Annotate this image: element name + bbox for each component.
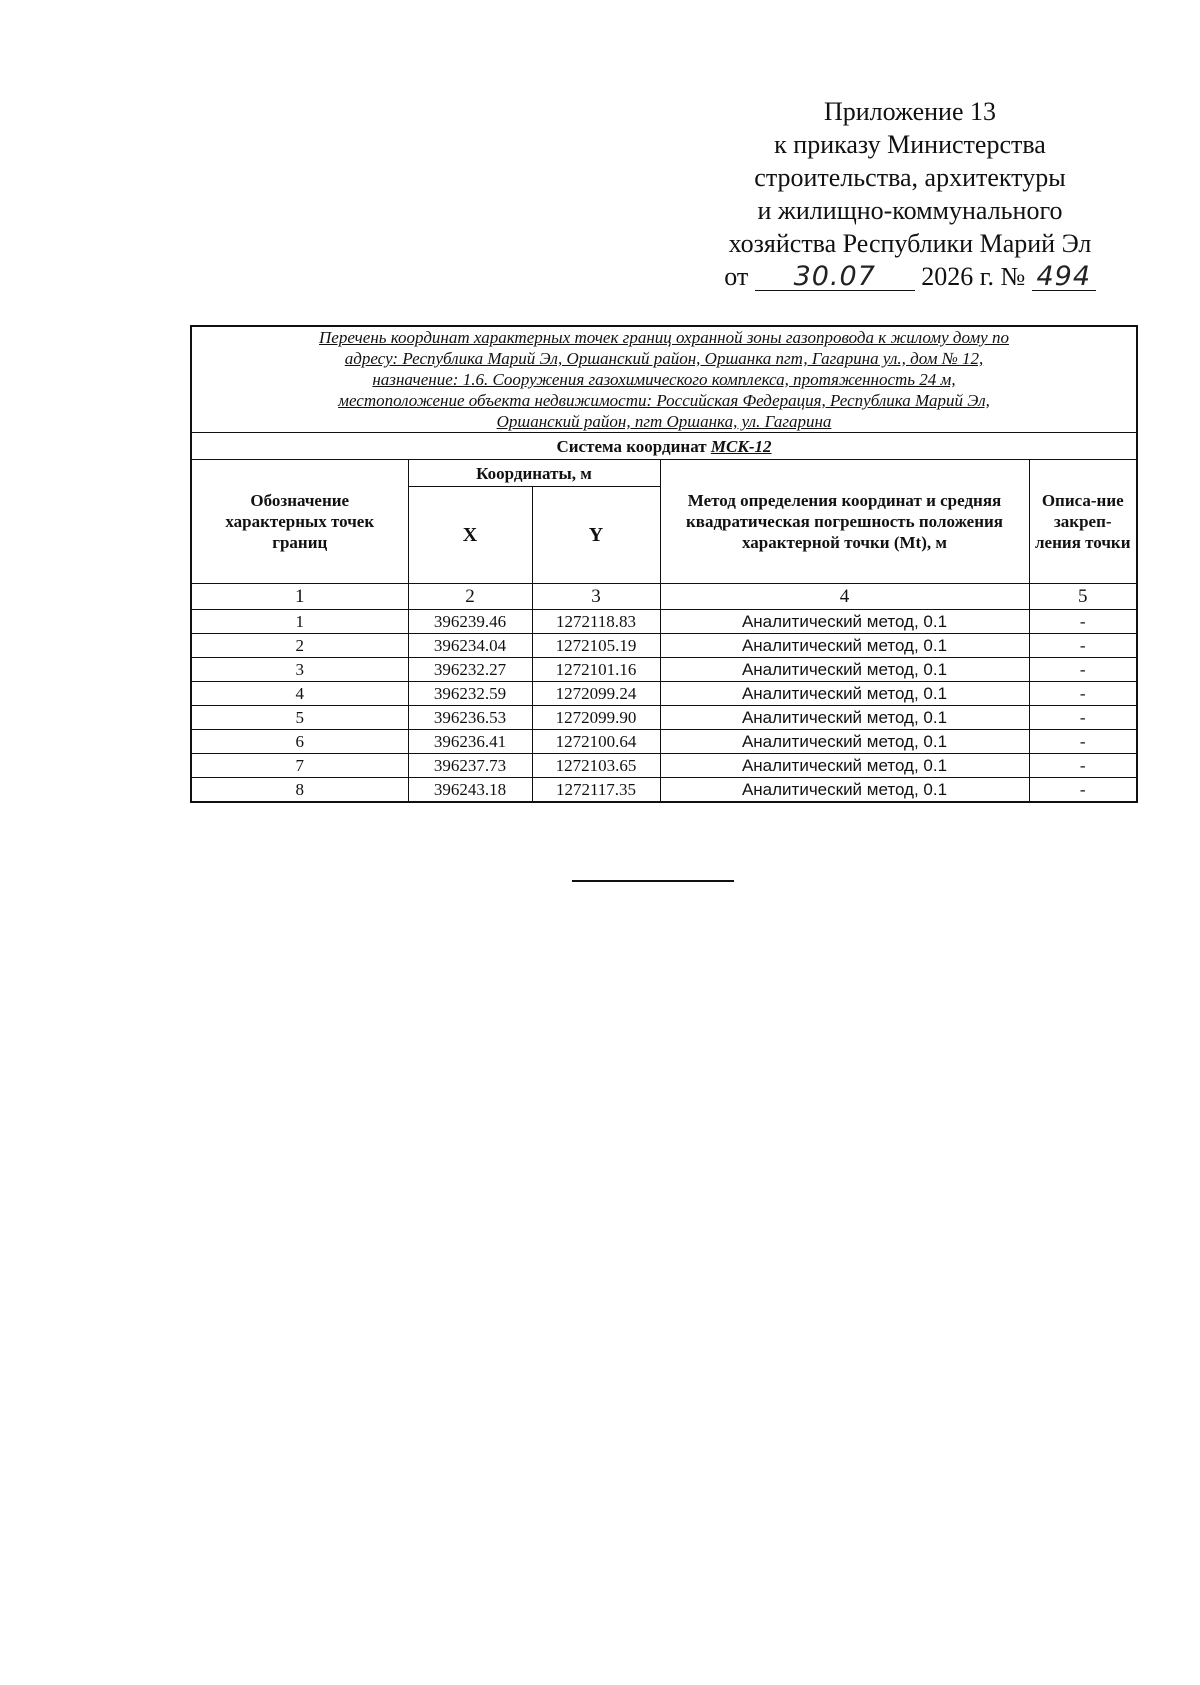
header-designation: Обозначение характерных точек границ: [191, 460, 408, 584]
column-numbers-row: [191, 584, 1137, 610]
caption-line: Перечень координат характерных точек границ охранной зоны газопровода к жилому дому по: [319, 328, 1009, 347]
coord-x: 396243.18: [408, 778, 532, 803]
table-row: [191, 730, 1137, 754]
method-value: Аналитический метод, 0.1: [660, 658, 1029, 682]
coord-y: 1272099.90: [532, 706, 660, 730]
point-id: 7: [191, 754, 408, 778]
handwritten-order-number: 494: [1032, 264, 1096, 291]
coord-y: 1272099.24: [532, 682, 660, 706]
appendix-title: Приложение 13: [823, 97, 997, 126]
point-id: 1: [191, 610, 408, 634]
method-value: Аналитический метод, 0.1: [660, 754, 1029, 778]
coord-y: 1272117.35: [532, 778, 660, 803]
coordinate-system-row: [191, 433, 1137, 460]
table-row: [191, 658, 1137, 682]
header-description: Описа-ние закреп-ления точки: [1029, 460, 1137, 584]
table-caption: [191, 326, 1137, 433]
coordinate-system-label: Система координат: [556, 436, 707, 456]
coordinate-system-value: МСК-12: [710, 436, 772, 456]
date-prefix: от: [724, 262, 749, 291]
description-value: -: [1029, 730, 1137, 754]
description-value: -: [1029, 634, 1137, 658]
coord-y: 1272100.64: [532, 730, 660, 754]
description-value: -: [1029, 682, 1137, 706]
coord-x: 396234.04: [408, 634, 532, 658]
description-value: -: [1029, 658, 1137, 682]
order-date-line: [690, 260, 1130, 293]
point-id: 8: [191, 778, 408, 803]
caption-line: местоположение объекта недвижимости: Российская Федерация, Республика Марий Эл,: [338, 391, 990, 410]
caption-line: адресу: Республика Марий Эл, Оршанский район, Оршанка пгт, Гагарина ул., дом № 12,: [344, 349, 984, 368]
column-number: 2: [408, 584, 532, 610]
coord-y: 1272103.65: [532, 754, 660, 778]
header-line-order: к приказу Министерства: [774, 130, 1046, 159]
method-value: Аналитический метод, 0.1: [660, 610, 1029, 634]
coord-x: 396236.41: [408, 730, 532, 754]
table-row: [191, 706, 1137, 730]
header-method: Метод определения координат и средняя квадратическая погрешность положения характерной точки (Mt), м: [660, 460, 1029, 584]
table-row: [191, 778, 1137, 803]
coord-y: 1272118.83: [532, 610, 660, 634]
caption-line: назначение: 1.6. Сооружения газохимического комплекса, протяженность 24 м,: [372, 370, 956, 389]
table-row: [191, 634, 1137, 658]
table-row: [191, 610, 1137, 634]
coordinates-table: [190, 325, 1138, 803]
date-year: 2026 г. №: [921, 262, 1026, 291]
method-value: Аналитический метод, 0.1: [660, 682, 1029, 706]
header-line-republic: хозяйства Республики Марий Эл: [728, 229, 1092, 258]
description-value: -: [1029, 610, 1137, 634]
appendix-header: [690, 95, 1130, 293]
column-number: 4: [660, 584, 1029, 610]
header-y: Y: [532, 487, 660, 584]
table-row: [191, 682, 1137, 706]
point-id: 4: [191, 682, 408, 706]
method-value: Аналитический метод, 0.1: [660, 706, 1029, 730]
method-value: Аналитический метод, 0.1: [660, 778, 1029, 803]
coord-x: 396232.27: [408, 658, 532, 682]
coord-y: 1272105.19: [532, 634, 660, 658]
point-id: 2: [191, 634, 408, 658]
end-of-document-line: [572, 880, 734, 882]
caption-line: Оршанский район, пгт Оршанка, ул. Гагарина: [496, 412, 832, 431]
description-value: -: [1029, 706, 1137, 730]
header-x: X: [408, 487, 532, 584]
point-id: 6: [191, 730, 408, 754]
coord-x: 396232.59: [408, 682, 532, 706]
method-value: Аналитический метод, 0.1: [660, 634, 1029, 658]
coord-x: 396236.53: [408, 706, 532, 730]
handwritten-date: 30.07: [755, 264, 915, 291]
method-value: Аналитический метод, 0.1: [660, 730, 1029, 754]
description-value: -: [1029, 778, 1137, 803]
table-row: [191, 754, 1137, 778]
column-number: 5: [1029, 584, 1137, 610]
coord-x: 396237.73: [408, 754, 532, 778]
column-number: 3: [532, 584, 660, 610]
header-line-housing: и жилищно-коммунального: [757, 196, 1063, 225]
point-id: 3: [191, 658, 408, 682]
point-id: 5: [191, 706, 408, 730]
header-line-ministry: строительства, архитектуры: [754, 163, 1066, 192]
header-coordinates: Координаты, м: [408, 460, 660, 487]
description-value: -: [1029, 754, 1137, 778]
coord-x: 396239.46: [408, 610, 532, 634]
column-number: 1: [191, 584, 408, 610]
coord-y: 1272101.16: [532, 658, 660, 682]
